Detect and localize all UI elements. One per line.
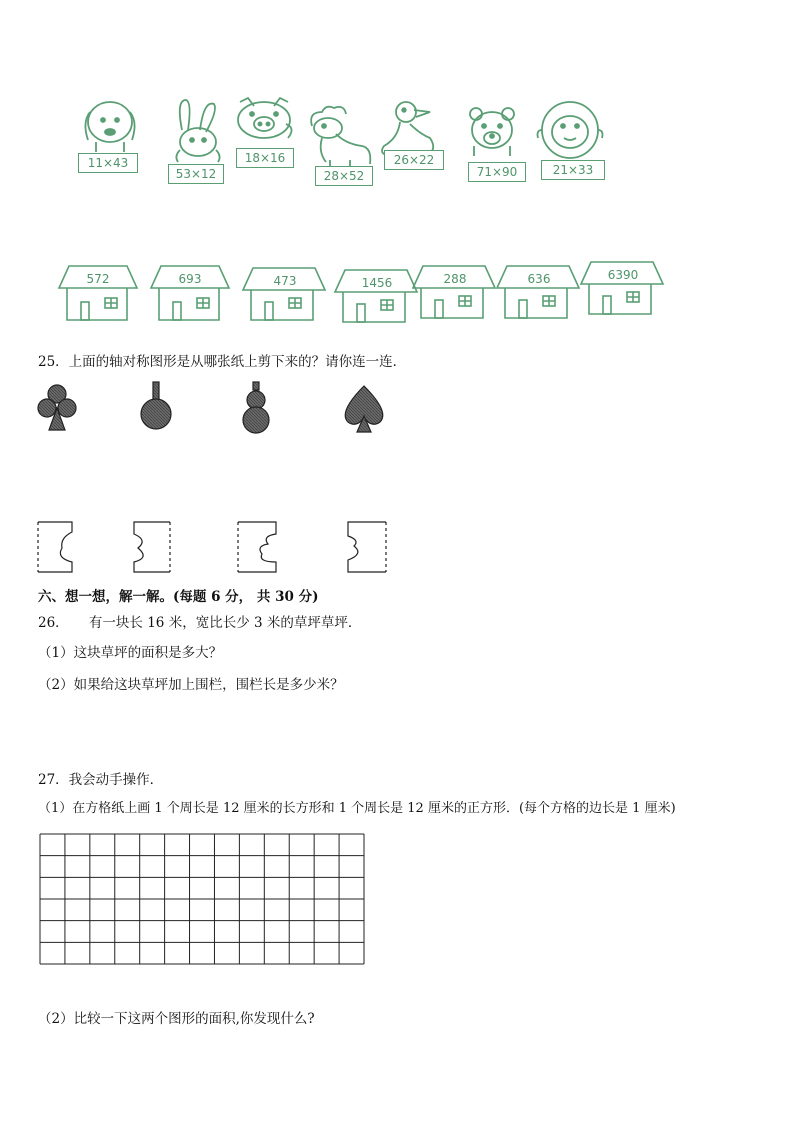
- bear-icon: [470, 108, 514, 156]
- question-25-text: 25．上面的轴对称图形是从哪张纸上剪下来的？请你连一连．: [38, 354, 407, 370]
- question-26-sub2: （2）如果给这块草坪加上围栏，围栏长是多少米？: [38, 677, 344, 693]
- animal-card-rabbit[interactable]: 53×12: [168, 164, 224, 184]
- pig-icon: [238, 98, 292, 138]
- question-27-sub1: （1）在方格纸上画 1 个周长是 12 厘米的长方形和 1 个周长是 12 厘米的正方形．(每个方格的边长是 1 厘米): [38, 801, 676, 816]
- monkey-icon: [538, 102, 603, 158]
- house-number-4[interactable]: 1456: [361, 276, 393, 290]
- club-shape-icon: [38, 385, 76, 430]
- paper-1-icon: [38, 522, 72, 572]
- symmetric-shapes-row: [30, 380, 400, 440]
- goat-icon: [311, 107, 370, 172]
- house-number-1[interactable]: 572: [86, 272, 110, 286]
- question-26-stem: 26． 有一块长 16 米，宽比长少 3 米的草坪草坪．: [38, 615, 362, 631]
- gourd-shape-icon: [243, 382, 269, 433]
- grid-paper[interactable]: [39, 833, 365, 965]
- house-number-2[interactable]: 693: [178, 272, 202, 286]
- question-26-sub1: （1）这块草坪的面积是多大？: [38, 645, 223, 661]
- animal-card-monkey[interactable]: 21×33: [541, 160, 605, 180]
- paper-4-icon: [348, 522, 386, 572]
- house-number-3[interactable]: 473: [273, 274, 297, 288]
- bottle-shape-icon: [141, 382, 171, 429]
- question-27-stem: 27．我会动手操作．: [38, 772, 164, 788]
- spade-shape-icon: [345, 386, 383, 432]
- cut-paper-row: [30, 518, 400, 578]
- duck-icon: [382, 102, 433, 156]
- animal-card-goat[interactable]: 28×52: [315, 166, 373, 186]
- dog-icon: [85, 102, 134, 152]
- animal-card-dog[interactable]: 11×43: [78, 153, 138, 173]
- house-row-illustration: [55, 258, 675, 328]
- rabbit-icon: [176, 100, 219, 162]
- house-number-7[interactable]: 6390: [607, 268, 639, 282]
- paper-2-icon: [134, 522, 170, 572]
- animal-card-pig[interactable]: 18×16: [236, 148, 294, 168]
- animal-card-bear[interactable]: 71×90: [468, 162, 526, 182]
- house-number-5[interactable]: 288: [443, 272, 467, 286]
- house-number-6[interactable]: 636: [527, 272, 551, 286]
- animal-card-duck[interactable]: 26×22: [384, 150, 444, 170]
- paper-3-icon: [238, 522, 276, 572]
- section-6-title: 六、想一想，解一解。(每题 6 分， 共 30 分): [38, 589, 319, 605]
- question-27-sub2: （2）比较一下这两个图形的面积,你发现什么?: [38, 1011, 315, 1027]
